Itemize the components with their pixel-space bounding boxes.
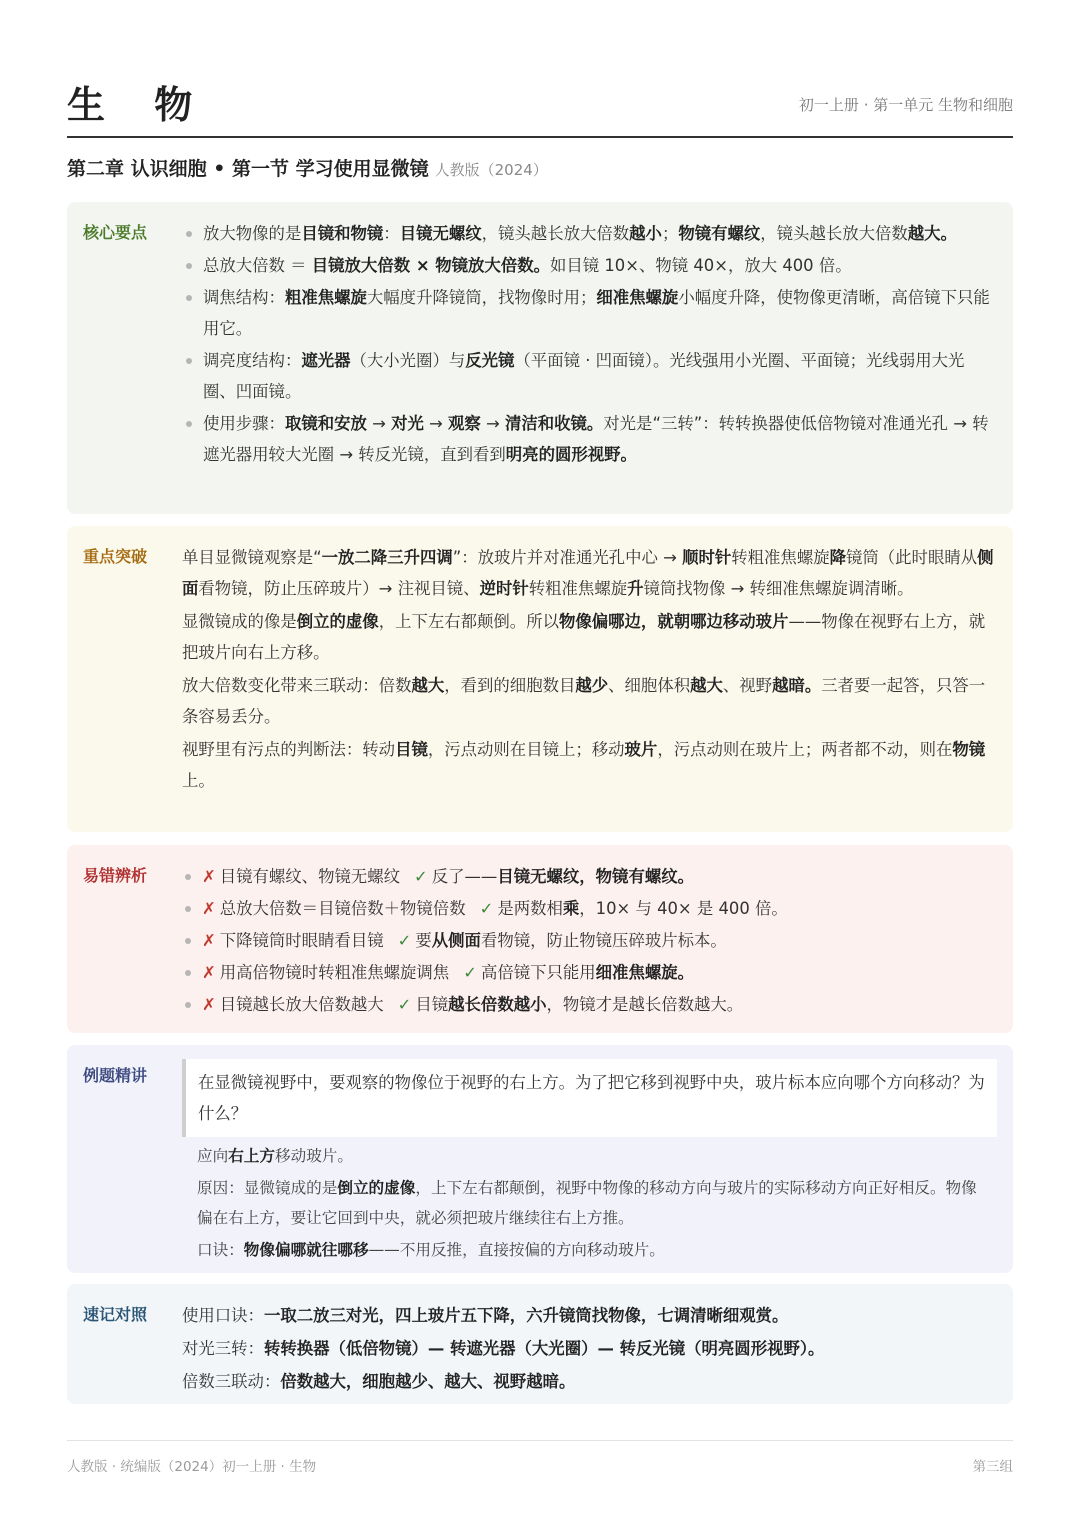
text-run: 使用口诀： — [182, 1306, 264, 1325]
text-run: 调亮度结构： — [203, 351, 302, 370]
text-run: ——物像在视野右上方，就把玻片向右上方移。 — [182, 612, 986, 662]
example-card — [67, 1045, 1013, 1273]
error-item — [182, 925, 997, 956]
text-run: ，上下左右都颠倒。所以 — [378, 612, 559, 631]
footer-left: 人教版 · 统编版（2024）初一上册 · 生物 — [67, 1459, 317, 1475]
emphasis-text: 升 — [627, 579, 644, 598]
emphasis-text: 侧面 — [182, 548, 994, 598]
error-item — [182, 989, 997, 1020]
emphasis-text: 目镜放大倍数 × 物镜放大倍数。 — [311, 256, 550, 275]
list-item — [183, 282, 997, 344]
text-run: 是两数相 — [497, 899, 563, 918]
text-run: ，镜头越长放大倍数 — [481, 224, 630, 243]
example-question: 在显微镜视野中，要观察的物像位于视野的右上方。为了把它移到视野中央，玻片标本应向哪个方向移动？为什么？ — [182, 1059, 997, 1137]
paragraph — [182, 1366, 997, 1397]
emphasis-text: 遮光器 — [301, 351, 351, 370]
text-run: 原因：显微镜成的是 — [197, 1179, 338, 1197]
emphasis-text: 倍数越大，细胞越少、越大、视野越暗。 — [280, 1372, 576, 1391]
edition-label: 人教版（2024） — [434, 161, 548, 179]
emphasis-text: 一取二放三对光，四上玻片五下降，六升镜筒找物像，七调清晰细观赏。 — [263, 1306, 789, 1325]
emphasis-text: 越暗。 — [772, 676, 822, 695]
emphasis-text: 倒立的虚像 — [337, 1179, 416, 1197]
paragraph — [182, 734, 997, 796]
emphasis-text: 物像偏哪就往哪移 — [243, 1241, 369, 1259]
quick-memo-body — [182, 1300, 997, 1399]
wrong-statement: 目镜有螺纹、物镜无螺纹 — [219, 867, 401, 886]
text-run: ，污点动则在玻片上；两者都不动，则在 — [657, 740, 953, 759]
emphasis-text: 物像偏哪边，就朝哪边移动玻片 — [558, 612, 789, 631]
check-icon: ✓ — [397, 931, 412, 950]
paragraph — [182, 1333, 997, 1364]
cross-icon: ✗ — [202, 899, 216, 918]
key-breakthrough-body — [182, 542, 997, 798]
emphasis-text: 观察 — [448, 414, 481, 433]
emphasis-text: 越大 — [690, 676, 723, 695]
text-run: → — [366, 414, 392, 433]
wrong-statement: 目镜越长放大倍数越大 — [219, 995, 384, 1014]
text-run: 大幅度升降镜筒，找物像时用； — [366, 288, 597, 307]
text-run: 上。 — [182, 771, 215, 790]
text-run: 放大倍数变化带来三联动：倍数 — [182, 676, 412, 695]
text-run: ，上下左右都颠倒，视野中物像的移动方向与玻片的实际移动方向正好相反。物像偏在右上方，要让它回到中央，就必须把玻片继续往右上方推。 — [197, 1179, 977, 1227]
text-run: 对光是“三转”：转转换器使低倍物镜对准通光孔 → 转遮光器用较大光圈 → 转反光镜，直到看到 — [203, 414, 989, 464]
text-run: 放大物像的是 — [203, 224, 302, 243]
core-points-card — [67, 202, 1013, 514]
text-run: ”：放玻片并对准通光孔中心 → — [452, 548, 683, 567]
list-item — [183, 250, 997, 281]
text-run: 看物镜，防止压碎玻片）→ 注视目镜、 — [198, 579, 480, 598]
emphasis-text: 反光镜 — [465, 351, 515, 370]
emphasis-text: 降 — [829, 548, 846, 567]
wrong-statement: 用高倍物镜时转粗准焦螺旋调焦 — [219, 963, 450, 982]
check-icon: ✓ — [414, 867, 428, 886]
emphasis-text: 物镜 — [952, 740, 986, 759]
emphasis-text: 越长倍数越小 — [448, 995, 547, 1014]
text-run: ，10× 与 40× 是 400 倍。 — [579, 899, 788, 918]
emphasis-text: 乘 — [562, 899, 580, 918]
list-item — [183, 408, 997, 470]
emphasis-text: 物镜有螺纹 — [678, 224, 761, 243]
emphasis-text: 转转换器（低倍物镜）— 转遮光器（大光圈）— 转反光镜（明亮圆形视野）。 — [263, 1339, 825, 1358]
common-errors-card — [67, 845, 1013, 1033]
emphasis-text: 细准焦螺旋 — [596, 288, 679, 307]
text-run: 目镜 — [415, 995, 449, 1014]
emphasis-text: 目镜和物镜 — [301, 224, 384, 243]
emphasis-text: 从侧面 — [431, 931, 481, 950]
emphasis-text: 玻片 — [624, 740, 658, 759]
paragraph — [197, 1235, 991, 1265]
text-run: 看物镜，防止物镜压碎玻片标本。 — [480, 931, 727, 950]
text-run: 总放大倍数 ＝ — [203, 256, 312, 275]
core-points-list — [183, 218, 997, 470]
text-run: ，污点动则在目镜上；移动 — [427, 740, 625, 759]
emphasis-text: 顺时针 — [682, 548, 732, 567]
common-errors-list — [182, 861, 997, 1020]
emphasis-text: 取镜和安放 — [284, 414, 367, 433]
emphasis-text: 逆时针 — [479, 579, 529, 598]
emphasis-text: 倒立的虚像 — [296, 612, 379, 631]
text-run: 对光三转： — [182, 1339, 264, 1358]
text-run: 、视野 — [722, 676, 773, 695]
emphasis-text: 目镜无螺纹，物镜有螺纹。 — [497, 867, 695, 886]
text-run: → — [480, 414, 505, 433]
cross-icon: ✗ — [202, 931, 216, 950]
unit-subtitle: 初一上册 · 第一单元 生物和细胞 — [798, 96, 1013, 114]
footer-right: 第三组 — [972, 1459, 1013, 1475]
emphasis-text: 目镜无螺纹 — [399, 224, 482, 243]
text-run: ： — [383, 224, 400, 243]
text-run: ，物镜才是越长倍数越大。 — [546, 995, 744, 1014]
wrong-statement: 下降镜筒时眼睛看目镜 — [219, 931, 384, 950]
text-run: 倍数三联动： — [182, 1372, 281, 1391]
text-run: 如目镜 10×、物镜 40×，放大 400 倍。 — [550, 256, 852, 275]
text-run: 使用步骤： — [203, 414, 285, 433]
text-run: 移动玻片。 — [275, 1147, 353, 1165]
error-item — [182, 893, 997, 924]
check-icon: ✓ — [479, 899, 494, 918]
error-item — [182, 957, 997, 988]
page-header — [67, 74, 1013, 138]
emphasis-text: 目镜 — [395, 740, 428, 759]
example-label: 例题精讲 — [83, 1066, 148, 1085]
text-run: （大小光圈）与 — [350, 351, 466, 370]
list-item — [183, 218, 997, 249]
paragraph — [182, 1300, 997, 1331]
text-run: （平面镜 · 凹面镜）。光线强用小光圈、平面镜；光线弱用大光圈、凹面镜。 — [203, 351, 965, 401]
paragraph — [197, 1173, 991, 1233]
text-run: 单目显微镜观察是“ — [182, 548, 322, 567]
text-run: 、细胞体积 — [608, 676, 691, 695]
text-run: 高倍镜下只能用 — [480, 963, 596, 982]
cross-icon: ✗ — [202, 963, 216, 982]
paragraph — [182, 606, 997, 668]
text-run: 应向 — [197, 1147, 229, 1165]
emphasis-text: 细准焦螺旋。 — [595, 963, 695, 982]
list-item — [183, 345, 997, 407]
quick-memo-card — [67, 1284, 1013, 1404]
emphasis-text: 明亮的圆形视野。 — [505, 445, 637, 464]
key-breakthrough-label: 重点突破 — [83, 547, 148, 566]
paragraph — [197, 1141, 991, 1171]
text-run: ； — [661, 224, 679, 243]
emphasis-text: 对光 — [391, 414, 424, 433]
text-run: 三者要一起答，只答一条容易丢分。 — [182, 676, 986, 726]
text-run: ，看到的细胞数目 — [444, 676, 576, 695]
cross-icon: ✗ — [202, 867, 216, 886]
wrong-statement: 总放大倍数＝目镜倍数＋物镜倍数 — [219, 899, 466, 918]
emphasis-text: 越少 — [575, 676, 609, 695]
emphasis-text: 右上方 — [228, 1147, 275, 1165]
page-title: 生 物 — [67, 83, 211, 127]
emphasis-text: 一放二降三升四调 — [321, 548, 453, 567]
chapter-heading — [67, 154, 548, 181]
emphasis-text: 越小 — [629, 224, 662, 243]
text-run: ——不用反推，直接按偏的方向移动玻片。 — [368, 1241, 665, 1259]
text-run: 小幅度升降，使物像更清晰，高倍镜下只能用它。 — [203, 288, 990, 338]
check-icon: ✓ — [397, 995, 412, 1014]
text-run: 要 — [415, 931, 432, 950]
text-run: 转粗准焦螺旋 — [731, 548, 830, 567]
cross-icon: ✗ — [202, 995, 216, 1014]
text-run: 转粗准焦螺旋 — [528, 579, 628, 598]
key-breakthrough-card — [67, 526, 1013, 832]
emphasis-text: 越大 — [411, 676, 445, 695]
text-run: → — [423, 414, 448, 433]
text-run: 镜筒找物像 → 转细准焦螺旋调清晰。 — [643, 579, 914, 598]
text-run: 镜筒（此时眼睛从 — [846, 548, 978, 567]
example-answer — [197, 1141, 991, 1267]
emphasis-text: 越大。 — [907, 224, 957, 243]
page-footer — [67, 1440, 1013, 1475]
emphasis-text: 粗准焦螺旋 — [284, 288, 367, 307]
text-run: 显微镜成的像是 — [182, 612, 297, 631]
emphasis-text: 清洁和收镜。 — [504, 414, 604, 433]
chapter-title: 第二章 认识细胞 • 第一节 学习使用显微镜 — [67, 158, 429, 180]
error-item — [182, 861, 997, 892]
core-points-label: 核心要点 — [83, 223, 148, 242]
check-icon: ✓ — [463, 963, 477, 982]
quick-memo-label: 速记对照 — [83, 1305, 148, 1324]
text-run: ，镜头越长放大倍数 — [760, 224, 908, 243]
paragraph — [182, 542, 997, 604]
text-run: 调焦结构： — [203, 288, 285, 307]
paragraph — [182, 670, 997, 732]
common-errors-label: 易错辨析 — [83, 866, 148, 885]
text-run: 反了—— — [431, 867, 498, 886]
text-run: 视野里有污点的判断法：转动 — [182, 740, 396, 759]
text-run: 口诀： — [197, 1241, 244, 1259]
